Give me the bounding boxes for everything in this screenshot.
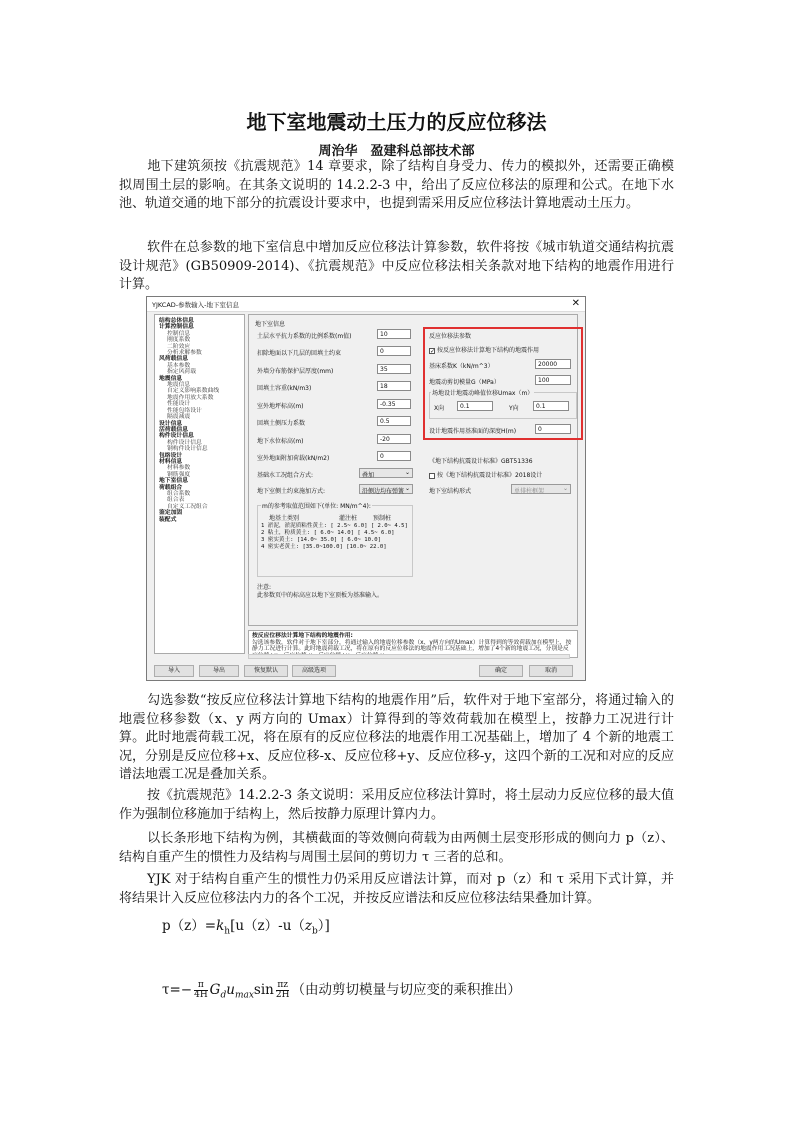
restore-default-button[interactable]: 恢复默认 <box>244 665 288 677</box>
soil-col-precast: 预制桩 <box>373 515 392 522</box>
pane-header: 地下室信息 <box>255 321 286 328</box>
parameter-tree[interactable] <box>154 314 245 654</box>
field-label-ground: 室外地坪标高(m) <box>257 403 304 410</box>
gb-header: 《地下结构抗震设计标准》GBT51336 <box>429 458 533 465</box>
formula-pz: $p(z)=k_h[u(z)-u(z_b)]$ <box>162 918 330 937</box>
tree-item[interactable]: 地震作用放大系数 <box>167 394 214 401</box>
paragraph-6: YJK 对于结构自重产生的惯性力仍采用反应谱法计算，而对 p（z）和 τ 采用下式计算，并将结果计入反应位移法内力的各个工况，并按反应谱法和反应位移法结果叠加计算。 <box>119 872 674 906</box>
tree-item[interactable]: 二阶效应 <box>167 343 191 350</box>
umax-label: 场地设计地震动峰值位移Umax（m） <box>432 390 534 397</box>
note-text: 此参数页中的标高应以地下室顶板为基准输入。 <box>257 592 384 599</box>
field-label-weight: 回填土容重(kN/m3) <box>257 385 312 392</box>
dialog-titlebar <box>147 297 585 312</box>
field-label-water: 地下水位标高(m) <box>257 438 304 445</box>
soil-weight-input[interactable]: 18 <box>377 381 411 391</box>
tree-item[interactable]: 结构总体信息 <box>159 318 194 324</box>
horizontal-scrollbar[interactable] <box>248 654 570 659</box>
page-title: 地下室地震动土压力的反应位移法 <box>246 110 547 134</box>
chevron-down-icon: ⌄ <box>404 485 410 492</box>
tree-item[interactable]: 性能设计 <box>167 401 191 408</box>
soil-row: 1 淤泥，淤泥质粘性黄土: [ 2.5~ 6.0] [ 2.0~ 4.5] <box>261 523 408 529</box>
form-select[interactable]: 单排柱框架 ⌄ <box>511 484 571 494</box>
settings-dialog <box>146 296 586 681</box>
checkbox-icon[interactable] <box>429 473 435 479</box>
import-button[interactable]: 导入 <box>154 665 194 677</box>
tree-item[interactable]: 材料信息 <box>159 458 183 465</box>
tree-item[interactable]: 控制信息 <box>167 330 191 337</box>
soil-rows <box>261 523 408 551</box>
tree-item[interactable]: 设计信息 <box>159 420 183 427</box>
field-label-pressure: 回填土侧压力系数 <box>257 420 306 427</box>
shear-modulus-input[interactable]: 100 <box>535 375 571 385</box>
rd-base-label: 基床系数K（kN/m^3） <box>429 363 494 370</box>
tree-item[interactable]: 组合系数 <box>167 490 191 497</box>
depth-input[interactable]: 0 <box>535 424 571 434</box>
export-button[interactable]: 导出 <box>199 665 239 677</box>
x-label: X向 <box>434 405 445 412</box>
tree-item[interactable]: 性能包络设计 <box>167 407 202 414</box>
tree-item[interactable]: 构件设计信息 <box>159 433 194 440</box>
gb-checkbox[interactable]: 按《地下结构抗震设计标准》2018设计 <box>429 470 542 479</box>
soil-row: 3 密实黄土: [14.0~ 35.0] [ 6.0~ 10.0] <box>261 537 382 543</box>
description-title: 按反应位移法计算地下结构的地震作用: <box>252 633 353 639</box>
formula-tau: τ=− $\frac{\pi}{4H}$ $G_du_{max}\sin$ $\frac{\pi z}{2H}$ （由动剪切模量与切应变的乘积推出） <box>162 980 521 1001</box>
paragraph-2: 软件在总参数的地下室信息中增加反应位移法计算参数，软件将按《城市轨道交通结构抗震设计规范》(GB50909-2014)、《抗震规范》中反应位移法相关条款对地下结构的地震作用进行计算。 <box>119 240 674 293</box>
umax-x-input[interactable]: 0.1 <box>457 401 493 411</box>
base-coef-input[interactable]: 20000 <box>535 359 571 369</box>
soil-caption: m的参考取值范围如下(单位: MN/m^4): <box>262 503 371 510</box>
soil-col-type: 地基土类别 <box>269 515 300 522</box>
y-label: Y向 <box>509 405 519 412</box>
constraint-select[interactable]: 沿侧边均布弹簧 ⌄ <box>359 484 413 494</box>
tree-item[interactable]: 分析求解参数 <box>167 350 202 357</box>
tree-item[interactable]: 风荷载信息 <box>159 356 188 363</box>
soil-row: 2 粘土，粉质黄土: [ 6.0~ 14.0] [ 4.5~ 6.0] <box>261 530 395 536</box>
paragraph-4: 按《抗震规范》14.2.2-3 条文说明：采用反应位移法计算时，将土层动力反应位移的最大值作为强制位移施加于结构上，然后按静力原理计算内力。 <box>119 788 674 822</box>
field-label-backfill: 扣除地面以下几层的回填土约束 <box>257 350 342 357</box>
ok-button[interactable]: 确定 <box>479 665 523 677</box>
combo-label: 基础水工况组合方式: <box>257 472 314 479</box>
note-label: 注意: <box>257 584 272 591</box>
chevron-down-icon: ⌄ <box>562 485 568 492</box>
cancel-button[interactable]: 取消 <box>529 665 573 677</box>
tree-item[interactable]: 指定风荷载 <box>167 369 196 376</box>
tree-item[interactable]: 活荷载信息 <box>159 426 188 433</box>
tree-item[interactable]: 基本参数 <box>167 362 191 369</box>
tree-item[interactable]: 自定义工况组合 <box>167 503 208 510</box>
paragraph-3: 勾选参数“按反应位移法计算地下结构的地震作用”后，软件对于地下室部分，将通过输入的地震位移参数（x、y 两方向的 Umax）计算得到的等效荷载加在模型上，按静力工况进行计算。此时地震荷载工况，将在原有的反应位移法的地震作用工况基础上，增加了 4 个新的地震工况，分别是反应位移+x、反应位移-x、反应位移+y、反应位移-y，这四个新的工况和对应的反应谱法地震工况是叠加关系。 <box>119 693 674 783</box>
constraint-label: 地下室侧土约束施加方式: <box>257 488 326 495</box>
rd-checkbox[interactable]: ✓ 按反应位移法计算地下结构的地震作用 <box>430 347 540 355</box>
cover-thickness-input[interactable]: 35 <box>377 364 411 374</box>
author-line: 周治华 盈建科总部技术部 <box>318 144 475 159</box>
tree-item[interactable]: 刚度系数 <box>167 337 191 344</box>
tree-item[interactable]: 地震信息 <box>159 375 183 382</box>
advanced-options-button[interactable]: 高级选项 <box>292 665 336 677</box>
tree-item[interactable]: 构件设计信息 <box>167 439 202 446</box>
tree-item[interactable]: 鉴定加固 <box>159 510 183 517</box>
close-icon[interactable]: ✕ <box>571 298 580 309</box>
ground-elevation-input[interactable]: -0.35 <box>377 399 411 409</box>
tree-item[interactable]: 地下室信息 <box>159 478 188 485</box>
form-label: 地下室结构形式 <box>429 488 472 495</box>
tree-item[interactable]: 自定义影响系数曲线 <box>167 388 220 395</box>
field-label-surcharge: 室外地面附加荷载(kN/m2) <box>257 455 330 462</box>
rd-header: 反应位移法参数 <box>429 333 472 340</box>
rd-shear-label: 地震动剪切模量G（MPa） <box>429 379 500 386</box>
tree-item[interactable]: 装配式 <box>159 516 177 523</box>
tree-item[interactable]: 组合表 <box>167 497 185 504</box>
surcharge-input[interactable]: 0 <box>377 451 411 461</box>
umax-y-input[interactable]: 0.1 <box>533 401 569 411</box>
field-label-cover: 外墙分布筋保护层厚度(mm) <box>257 368 334 375</box>
field-label-m: 土层水平抗力系数的比例系数(m值) <box>257 333 352 340</box>
tree-item[interactable]: 隔震减震 <box>167 414 191 421</box>
soil-col-cast: 灌注桩 <box>339 515 358 522</box>
pressure-coef-input[interactable]: 0.5 <box>377 416 411 426</box>
checkbox-checked-icon[interactable]: ✓ <box>430 347 436 355</box>
water-level-input[interactable]: -20 <box>377 434 411 444</box>
paragraph-5: 以长条形地下结构为例，其横截面的等效侧向荷载为由两侧土层变形形成的侧向力 p（z）、结构自重产生的惯性力及结构与周围土层间的剪切力 τ 三者的总和。 <box>119 831 674 865</box>
combo-select[interactable]: 叠加 ⌄ <box>359 468 413 478</box>
tree-item[interactable]: 包络设计 <box>159 452 183 459</box>
tree-item[interactable]: 计算控制信息 <box>159 324 194 331</box>
reaction-displacement-group <box>423 327 583 440</box>
paragraph-1: 地下建筑须按《抗震规范》14 章要求，除了结构自身受力、传力的模拟外，还需要正确模拟周围土层的影响。在其条文说明的 14.2.2-3 中，给出了反应位移法的原理和公式。在地下水池、轨道交通的地下部分的抗震设计要求中，也提到需采用反应位移法计算地震动土压力。 <box>119 159 674 212</box>
tree-item[interactable]: 钢筋强度 <box>167 471 191 478</box>
depth-label: 设计地震作用基准面的深度H(m) <box>429 428 517 435</box>
backfill-layers-input[interactable]: 0 <box>377 346 411 356</box>
tree-item[interactable]: 荷载组合 <box>159 484 183 491</box>
m-value-input[interactable]: 10 <box>377 329 411 339</box>
dialog-title: YJKCAD-参数输入-地下室信息 <box>152 301 239 309</box>
description-text: 勾选该参数，软件对于地下室部分，将通过输入的地震位移参数（x、y两方向的Umax）计算得到的等效荷载加在模型上，按静力工况进行计算。此时地震荷载工况，将在原有的反应位移法的地震作用工况基础上，增加了4个新的地震工况，分别是反 <box>252 639 572 652</box>
tree-item[interactable]: 材料参数 <box>167 465 191 472</box>
tree-item[interactable]: 钢构件设计信息 <box>167 446 208 453</box>
tree-item[interactable]: 地震信息 <box>167 382 191 389</box>
chevron-down-icon: ⌄ <box>404 469 410 476</box>
soil-row: 4 密实老黄土: [35.0~100.0] [10.0~ 22.0] <box>261 544 387 550</box>
